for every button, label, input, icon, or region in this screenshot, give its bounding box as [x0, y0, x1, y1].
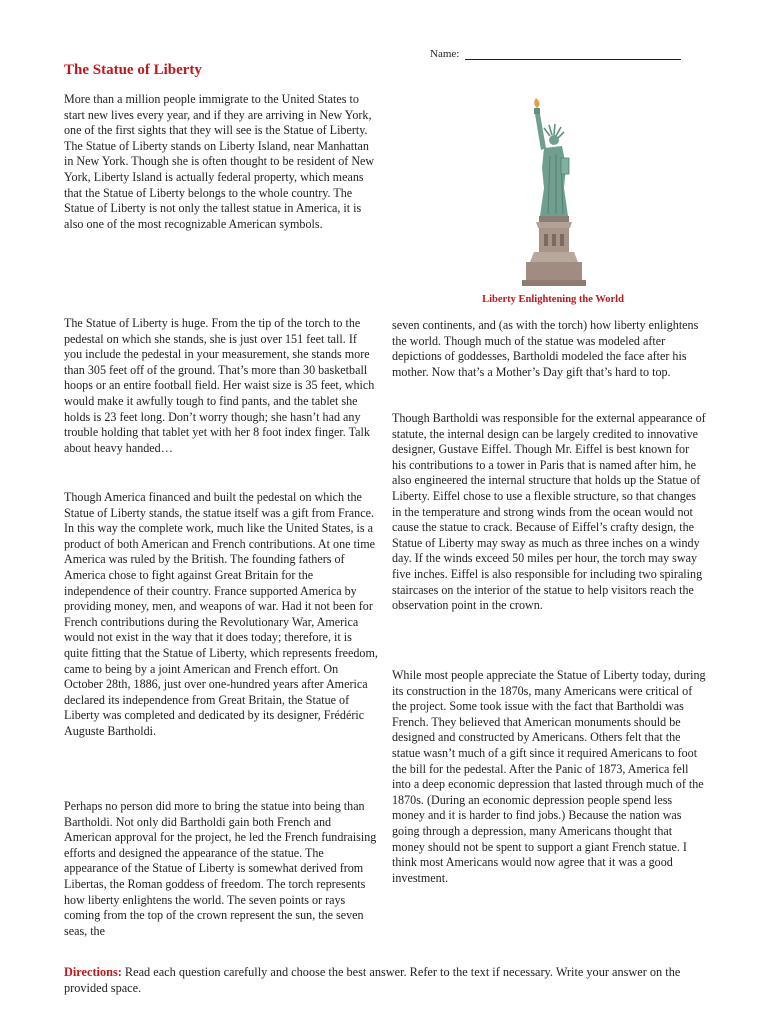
- page-title: The Statue of Liberty: [64, 62, 202, 78]
- name-blank-line[interactable]: [465, 48, 681, 60]
- directions: [64, 964, 714, 996]
- name-field[interactable]: [430, 48, 681, 60]
- statue-of-liberty-icon: [506, 96, 596, 288]
- paragraph-france: Though America financed and built the pedestal on which the Statue of Liberty stands, the statue itself was a gift from France. In this way the complete work, much like the United States, is a product of both American and French contributions. At one time America was ruled by the British. The founding fathers of America chose to fight against Great Britain for the independence of their country. France supported America by providing money, men, and weapons of war. Had it not been for French contributions during the Revolutionary War, America would not exist in the way that it does today; therefore, it is quite fitting that the Statue of Liberty, which represents freedom, came to being by a joint American and French effort. On October 28th, 1886, just over one-hundred years after America declared its independence from Great Britain, the Statue of Liberty was completed and dedicated by its designer, Frédéric Auguste Bartholdi.: [64, 490, 378, 738]
- paragraph-intro: More than a million people immigrate to the United States to start new lives every year, and if they are arriving in New York, one of the first sights that they will see is the Statue of Liberty. The Statue of Liberty stands on Liberty Island, near Manhattan in New York. Though she is often thought to be resident of New York, Liberty Island is actually federal property, which means that the Statue of Liberty belongs to the whole country. The Statue of Liberty is not only the tallest statue in America, it is also one of the most recognizable American symbols.: [64, 92, 375, 231]
- image-caption: Liberty Enlightening the World: [482, 294, 624, 305]
- directions-text: Read each question carefully and choose the best answer. Refer to the text if necessary. Write your answer on the provided space.: [64, 965, 681, 995]
- paragraph-criticism: While most people appreciate the Statue of Liberty today, during its construction in the 1870s, many Americans were critical of the project. Some took issue with the fact that Bartholdi was French. They believed that American monuments should be designed and constructed by Americans. Others felt that the statue wasn’t much of a gift since it required Americans to foot the bill for the pedestal. After the Panic of 1873, America fell into a deep economic depression that lasted through much of the 1870s. (During an economic depression people spend less money and it is harder to find jobs.) Because the nation was going through a depression, many Americans thought that money should not be spent to support a giant French statue. I think most Americans would now agree that it was a good investment.: [392, 668, 706, 885]
- paragraph-eiffel: Though Bartholdi was responsible for the external appearance of statute, the internal design can be largely credited to innovative designer, Gustave Eiffel. Though Mr. Eiffel is best known for his contributions to a tower in Paris that is named after him, he also engineered the internal structure that holds up the Statue of Liberty. Eiffel chose to use a flexible structure, so that changes in the temperature and strong winds from the ocean would not cause the statue to crack. Because of Eiffel’s crafty design, the Statue of Liberty may sway as much as three inches on a windy day. If the winds exceed 50 miles per hour, the torch may sway five inches. Eiffel is also responsible for including two spiraling staircases on the interior of the statue to help visitors reach the observation point in the crown.: [392, 411, 706, 613]
- paragraph-size: The Statue of Liberty is huge. From the tip of the torch to the pedestal on which she stands, she is just over 151 feet tall. If you include the pedestal in your measurement, she stands more than 305 feet off of the ground. That’s more than 30 basketball hoops or an entire football field. Her waist size is 35 feet, which would make it awfully tough to find pants, and the tablet she holds is 23 feet long. Don’t worry though; she hasn’t had any trouble holding that tablet yet with her 8 foot index finger. Talk about heavy handed…: [64, 316, 375, 455]
- paragraph-bartholdi: Perhaps no person did more to bring the statue into being than Bartholdi. Not only did Bartholdi gain both French and American approval for the project, he led the French fundraising efforts and designed the appearance of the statue. The appearance of the Statue of Liberty is somewhat derived from Libertas, the Roman goddess of freedom. The torch represents how liberty enlightens the world. The seven points or rays coming from the top of the crown represent the sun, the seven seas, the: [64, 799, 377, 938]
- directions-label: Directions:: [64, 965, 122, 979]
- paragraph-bartholdi-continued: seven continents, and (as with the torch) how liberty enlightens the world. Though much of the statue was modeled after depictions of goddesses, Bartholdi modeled the face after his mother. Now that’s a Mother’s Day gift that’s hard to top.: [392, 318, 699, 379]
- name-label: Name:: [430, 48, 460, 60]
